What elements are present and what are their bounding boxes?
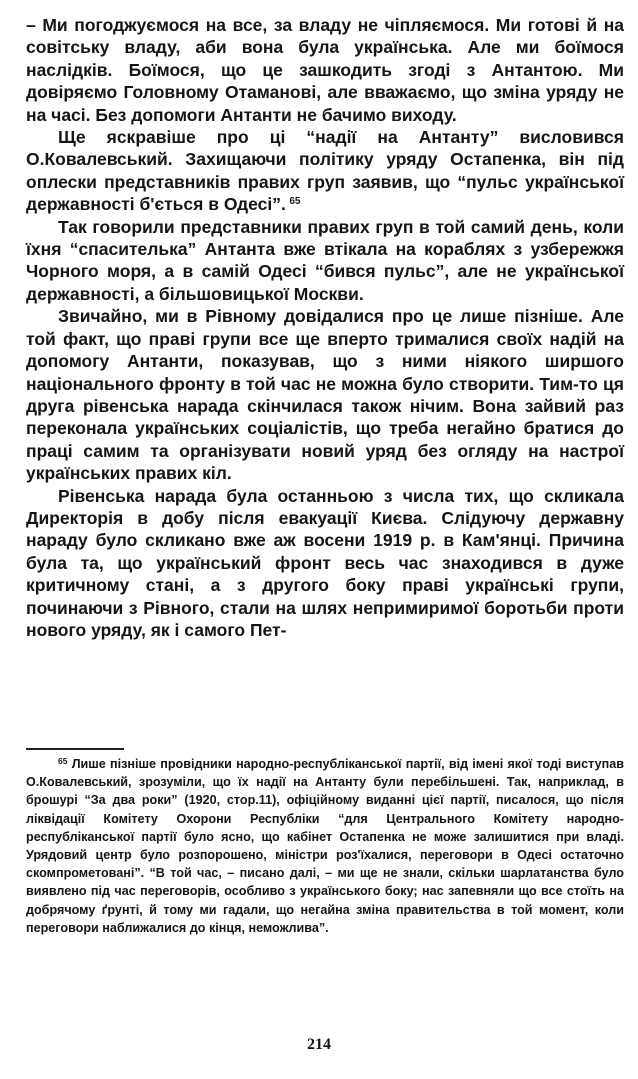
paragraph: Рівенська нарада була останньою з числа тих, що скликала Директорія в добу після евакуації Києва. Слідуючу державну нараду було скликано вже аж восени 1919 р. в Кам'янці. Причина була та, що український фронт весь час знаходився в дуже критичному стані, а з другого боку праві українські групи, починаючи з Рівного, стали на шлях непримиримої боротьби проти нового уряду, як і самого Пет-: [26, 485, 624, 640]
footnote-number: 65: [58, 756, 68, 766]
footnote-reference: 65: [289, 196, 301, 208]
main-text: [26, 14, 624, 641]
footnote-text: $^{65}$ Лише пізніше провідники народно-республіканської партії, від імені якої тоді виступав О.Ковалевський, зрозуміли, що їх надії на Антанту були перебільшені. Так, наприклад, в брошурі “За два роки” (1920, стор.11), офіційному виданні цієї партії, писалося, що після ліквідації Комітету Охорони Республіки “для Центрального Комітету народно-республіканської партії було ясно, що кабінет Остапенка не може залишитися при владі. Урядовий центр було розпорошено, міністри роз'їхалися, переговори в Одесі остаточно скомпрометовані”. “В той час, – писано далі, – ми ще не знали, скільки шарлатанства було виявлено під час переговорів, особливо з українського боку; нас запевняли що все стоїть на добрячому ґрунті, й тому ми гадали, що негайна зміна правительства в той момент, коли переговори наближалися до кінця, неможлива”.: [26, 756, 624, 935]
footnote-divider: [26, 748, 124, 750]
paragraph: – Ми погоджуємося на все, за владу не чіпляємося. Ми готові й на совітську владу, аби вона була українська. Але ми боїмося наслідків. Боїмося, що це зашкодить згоді з Антантою. Ми довіряємо Головному Отаманові, але вважаємо, що зміна уряду не на часі. Без допомоги Антанти не бачимо виходу.: [26, 15, 624, 125]
paragraph: Звичайно, ми в Рівному довідалися про це лише пізніше. Але той факт, що праві групи все ще вперто трималися своїх надій на допомогу Антанти, показував, що з ними ніякого ширшого національного фронту в той час не можна було створити. Тим-то ця друга рівенська нарада скінчилася також нічим. Вона зайвий раз переконала українських соціалістів, що треба негайно братися до праці самим та організувати новий уряд без огляду на настрої українських правих кіл.: [26, 306, 624, 484]
paragraph: Ще яскравіше про ці “надії на Антанту” висловився О.Ковалевський. Захищаючи політику уряду Остапенка, він під оплески представників правих груп заявив, що “пульс української державності б'ється в Одесі”. $^{65}$: [26, 127, 624, 215]
page-number: 214: [307, 1036, 331, 1053]
footnote: [26, 755, 624, 937]
paragraph: Так говорили представники правих груп в той самий день, коли їхня “спасителька” Антанта вже втікала на кораблях з узбережжя Чорного моря, а в самій Одесі “бився пульс”, але не української державності, а більшовицької Москви.: [26, 216, 624, 304]
